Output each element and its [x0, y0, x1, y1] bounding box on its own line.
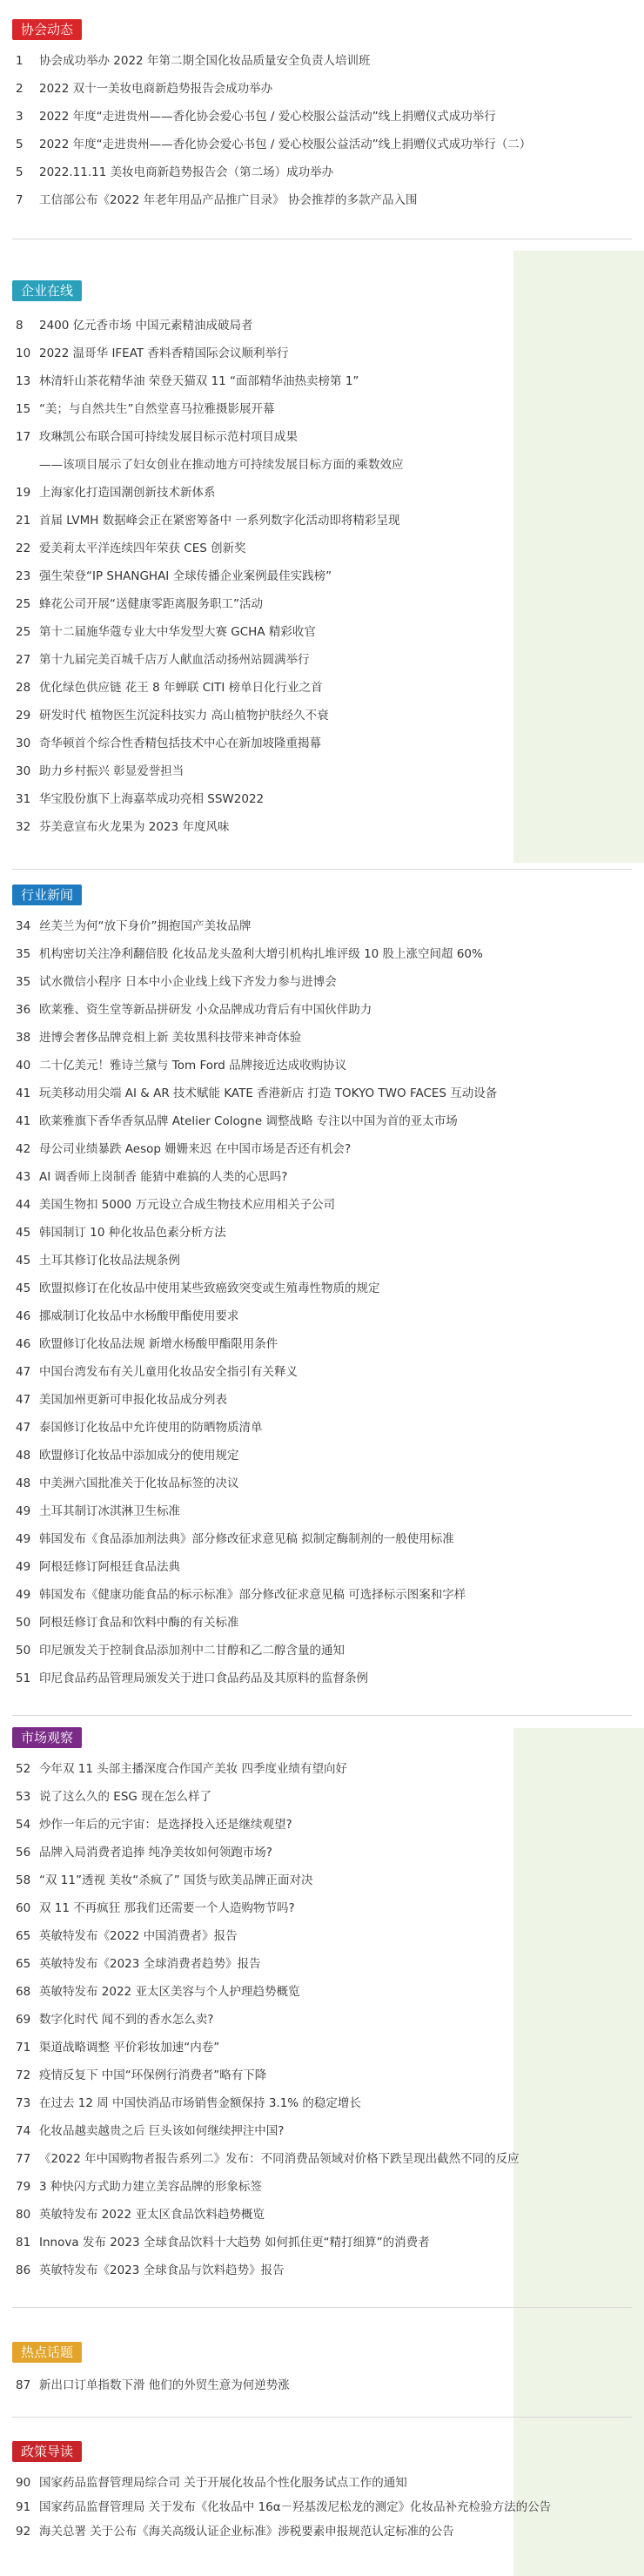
list-item[interactable]: 17 玫琳凯公布联合国可持续发展目标示范村项目成果 — [16, 430, 298, 444]
list-item[interactable]: 30 奇华顿首个综合性香精包括技术中心在新加坡隆重揭幕 — [16, 736, 321, 750]
list-item[interactable]: 54 炒作一年后的元宇宙：是选择投入还是继续观望? — [16, 1818, 292, 1832]
list-item[interactable]: 8 2400 亿元香市场 中国元素精油成破局者 — [16, 319, 253, 333]
list-item[interactable]: 72 疫情反复下 中国“环保例行消费者”略有下降 — [16, 2068, 267, 2082]
list-item[interactable]: 49 韩国发布《食品添加剂法典》部分修改征求意见稿 拟制定酶制剂的一般使用标准 — [16, 1532, 454, 1546]
list-item[interactable]: 79 3 种快闪方式助力建立美容品牌的形象标签 — [16, 2180, 262, 2194]
list-item[interactable]: 73 在过去 12 周 中国快消品市场销售金额保持 3.1% 的稳定增长 — [16, 2096, 361, 2110]
list-item[interactable]: 22 爱美莉太平洋连续四年荣获 CES 创新奖 — [16, 541, 246, 555]
list-item[interactable]: 15 “美；与自然共生”自然堂喜马拉雅摄影展开幕 — [16, 402, 275, 416]
divider — [12, 2307, 632, 2308]
list-item[interactable]: 35 机构密切关注净利翻倍股 化妆品龙头盈利大增引机构扎堆评级 10 股上涨空间超 60% — [16, 947, 483, 961]
list-item[interactable]: 19 上海家化打造国潮创新技术新体系 — [16, 486, 216, 500]
section-list-policy — [0, 2471, 644, 2544]
section-policy — [0, 2441, 644, 2544]
section-list-market — [0, 1755, 644, 2284]
list-item[interactable]: 36 欧莱雅、资生堂等新品拼研发 小众品牌成功背后有中国伙伴助力 — [16, 1003, 372, 1017]
list-item[interactable]: 25 第十二届施华蔻专业大中华发型大赛 GCHA 精彩收官 — [16, 625, 316, 639]
list-item[interactable]: 5 2022 年度“走进贵州——香化协会爱心书包 / 爱心校服公益活动”线上捐赠仪式成功举行（二） — [16, 138, 532, 151]
list-item[interactable]: 80 英敏特发布 2022 亚太区食品饮料趋势概览 — [16, 2208, 265, 2222]
section-assoc — [0, 19, 644, 214]
list-item[interactable]: 74 化妆品越卖越贵之后 巨头该如何继续押注中国? — [16, 2124, 285, 2138]
section-enterprise — [0, 280, 644, 841]
list-item[interactable]: 68 英敏特发布 2022 亚太区美容与个人护理趋势概览 — [16, 1985, 300, 1999]
list-item[interactable]: 25 蜂花公司开展“送健康零距离服务职工”活动 — [16, 597, 263, 611]
list-item[interactable]: 47 中国台湾发布有关儿童用化妆品安全指引有关释义 — [16, 1365, 298, 1379]
list-item[interactable]: 29 研发时代 植物医生沉淀科技实力 高山植物护肤经久不衰 — [16, 709, 329, 723]
list-item[interactable]: 51 印尼食品药品管理局颁发关于进口食品药品及其原料的监督条例 — [16, 1671, 368, 1685]
list-item[interactable]: 49 阿根廷修订阿根廷食品法典 — [16, 1560, 180, 1574]
list-item[interactable]: 45 韩国制订 10 种化妆品色素分析方法 — [16, 1226, 226, 1240]
list-item[interactable]: ——该项目展示了妇女创业在推动地方可持续发展目标方面的乘数效应 — [39, 458, 404, 472]
list-item[interactable]: 38 进博会奢侈品牌竞相上新 美妆黑科技带来神奇体验 — [16, 1031, 302, 1045]
list-item[interactable]: 53 说了这么久的 ESG 现在怎么样了 — [16, 1790, 212, 1804]
list-item[interactable]: 30 助力乡村振兴 彰显爱誉担当 — [16, 764, 184, 778]
list-item[interactable]: 21 首届 LVMH 数据峰会正在紧密筹备中 一系列数字化活动即将精彩呈现 — [16, 514, 400, 528]
section-tag-hot[interactable]: 热点话题 — [12, 2342, 82, 2363]
list-item[interactable]: 10 2022 温哥华 IFEAT 香料香精国际会议顺利举行 — [16, 346, 289, 360]
list-item[interactable]: 42 母公司业绩暴跌 Aesop 姗姗来迟 在中国市场是否还有机会? — [16, 1142, 352, 1156]
section-list-assoc — [0, 47, 644, 214]
list-item[interactable]: 41 玩美移动用尖端 AI & AR 技术赋能 KATE 香港新店 打造 TOKYO TWO FACES 互动设备 — [16, 1086, 498, 1100]
divider — [12, 869, 632, 870]
list-item[interactable]: 47 美国加州更新可申报化妆品成分列表 — [16, 1393, 227, 1407]
list-item[interactable]: 47 泰国修订化妆品中允许使用的防晒物质清单 — [16, 1421, 263, 1435]
section-market — [0, 1727, 644, 2284]
list-item[interactable]: 43 AI 调香师上岗制香 能猜中难搞的人类的心思吗? — [16, 1170, 288, 1184]
section-tag-policy[interactable]: 政策导读 — [12, 2441, 82, 2462]
list-item[interactable]: 86 英敏特发布《2023 全球食品与饮料趋势》报告 — [16, 2263, 285, 2277]
section-tag-enterprise[interactable]: 企业在线 — [12, 280, 82, 301]
list-item[interactable]: 3 2022 年度“走进贵州——香化协会爱心书包 / 爱心校服公益活动”线上捐赠仪式成功举行 — [16, 110, 496, 124]
list-item[interactable]: 81 Innova 发布 2023 全球食品饮料十大趋势 如何抓住更“精打细算”的消费者 — [16, 2236, 430, 2250]
list-item[interactable]: 92 海关总署 关于公布《海关高级认证企业标准》涉税要素申报规范认定标准的公告 — [16, 2525, 454, 2539]
section-tag-industry[interactable]: 行业新闻 — [12, 884, 82, 905]
list-item[interactable]: 13 林清轩山茶花精华油 荣登天猫双 11 “面部精华油热卖榜第 1” — [16, 374, 359, 388]
section-tag-market[interactable]: 市场观察 — [12, 1727, 82, 1748]
divider — [12, 2417, 632, 2418]
list-item[interactable]: 87 新出口订单指数下滑 他们的外贸生意为何逆势涨 — [16, 2378, 290, 2392]
list-item[interactable]: 58 “双 11”透视 美妆“杀疯了” 国货与欧美品牌正面对决 — [16, 1873, 313, 1887]
list-item[interactable]: 90 国家药品监督管理局综合司 关于开展化妆品个性化服务试点工作的通知 — [16, 2476, 407, 2490]
list-item[interactable]: 48 中美洲六国批准关于化妆品标签的决议 — [16, 1476, 239, 1490]
list-item[interactable]: 52 今年双 11 头部主播深度合作国产美妆 四季度业绩有望向好 — [16, 1762, 348, 1776]
list-item[interactable]: 32 芬美意宣布火龙果为 2023 年度风味 — [16, 820, 230, 834]
list-item[interactable]: 45 欧盟拟修订在化妆品中使用某些致癌致突变或生殖毒性物质的规定 — [16, 1281, 380, 1295]
list-item[interactable]: 60 双 11 不再疯狂 那我们还需要一个人造购物节吗? — [16, 1901, 295, 1915]
list-item[interactable]: 49 土耳其制订冰淇淋卫生标准 — [16, 1504, 180, 1518]
list-item[interactable]: 31 华宝股份旗下上海嘉萃成功亮相 SSW2022 — [16, 792, 265, 806]
section-tag-assoc[interactable]: 协会动态 — [12, 19, 82, 40]
list-item[interactable]: 5 2022.11.11 美妆电商新趋势报告会（第二场）成功举办 — [16, 165, 334, 179]
list-item[interactable]: 50 阿根廷修订食品和饮料中酶的有关标准 — [16, 1616, 239, 1630]
list-item[interactable]: 56 品牌入局消费者追捧 纯净美妆如何领跑市场? — [16, 1846, 272, 1860]
section-list-industry — [0, 912, 644, 1692]
list-item[interactable]: 69 数字化时代 闻不到的香水怎么卖? — [16, 2013, 214, 2027]
list-item[interactable]: 1 协会成功举办 2022 年第二期全国化妆品质量安全负责人培训班 — [16, 54, 371, 68]
divider — [12, 1715, 632, 1716]
list-item[interactable]: 7 工信部公布《2022 年老年用品产品推广目录》 协会推荐的多款产品入围 — [16, 193, 418, 207]
list-item[interactable]: 40 二十亿美元！雅诗兰黛与 Tom Ford 品牌接近达成收购协议 — [16, 1059, 347, 1073]
list-item[interactable]: 91 国家药品监督管理局 关于发布《化妆品中 16α－羟基泼尼松龙的测定》化妆品补充检验方法的公告 — [16, 2500, 552, 2514]
list-item[interactable]: 45 土耳其修订化妆品法规条例 — [16, 1254, 180, 1268]
list-item[interactable]: 50 印尼颁发关于控制食品添加剂中二甘醇和乙二醇含量的通知 — [16, 1644, 345, 1658]
section-hot — [0, 2342, 644, 2399]
section-list-enterprise — [0, 312, 644, 841]
list-item[interactable]: 71 渠道战略调整 平价彩妆加速“内卷” — [16, 2041, 220, 2055]
list-item[interactable]: 65 英敏特发布《2023 全球消费者趋势》报告 — [16, 1957, 261, 1971]
list-item[interactable]: 65 英敏特发布《2022 中国消费者》报告 — [16, 1929, 238, 1943]
list-item[interactable]: 28 优化绿色供应链 花王 8 年蝉联 CITI 榜单日化行业之首 — [16, 681, 323, 695]
list-item[interactable]: 44 美国生物扣 5000 万元设立合成生物技术应用相关子公司 — [16, 1198, 335, 1212]
list-item[interactable]: 49 韩国发布《健康功能食品的标示标准》部分修改征求意见稿 可选择标示图案和字样 — [16, 1588, 466, 1602]
list-item[interactable]: 41 欧莱雅旗下香华香氛品牌 Atelier Cologne 调整战略 专注以中国为首的亚太市场 — [16, 1114, 458, 1128]
list-item[interactable]: 77 《2022 年中国购物者报告系列二》发布：不同消费品领域对价格下跌呈现出截然不同的反应 — [16, 2152, 520, 2166]
section-industry — [0, 884, 644, 1692]
list-item[interactable]: 48 欧盟修订化妆品中添加成分的使用规定 — [16, 1449, 239, 1463]
section-list-hot — [0, 2371, 644, 2399]
list-item[interactable]: 23 强生荣登“IP SHANGHAI 全球传播企业案例最佳实践榜” — [16, 569, 332, 583]
list-item[interactable]: 35 试水微信小程序 日本中小企业线上线下齐发力参与进博会 — [16, 975, 337, 989]
list-item[interactable]: 2 2022 双十一美妆电商新趋势报告会成功举办 — [16, 82, 273, 96]
list-item[interactable]: 46 欧盟修订化妆品法规 新增水杨酸甲酯限用条件 — [16, 1337, 278, 1351]
list-item[interactable]: 34 丝芙兰为何“放下身价”拥抱国产美妆品牌 — [16, 919, 252, 933]
list-item[interactable]: 46 挪威制订化妆品中水杨酸甲酯使用要求 — [16, 1309, 239, 1323]
list-item[interactable]: 27 第十九届完美百城千店万人献血活动扬州站圆满举行 — [16, 653, 310, 667]
